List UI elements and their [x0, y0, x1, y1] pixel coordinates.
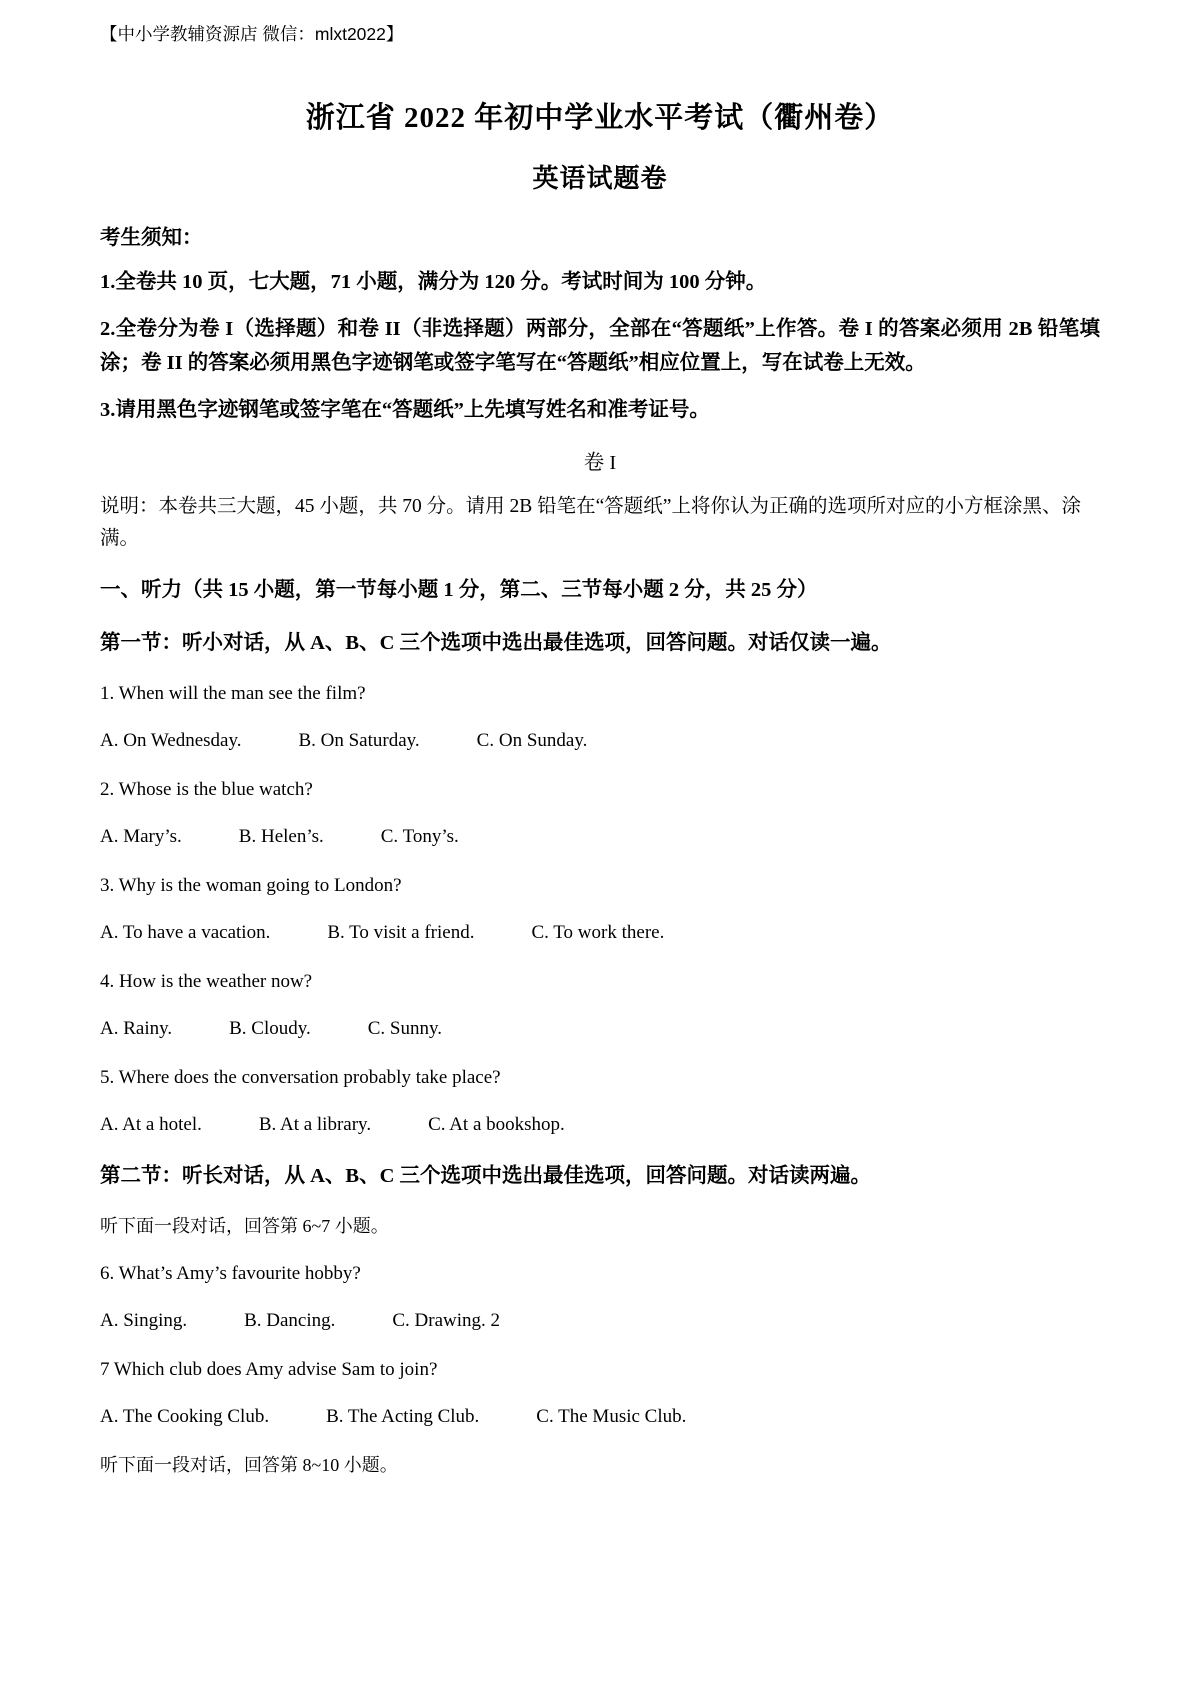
- question-3-options: A. To have a vacation. B. To visit a friend. C. To work there.: [100, 922, 665, 944]
- question-4-options: A. Rainy. B. Cloudy. C. Sunny.: [100, 1018, 443, 1040]
- page-title: 浙江省 2022 年初中学业水平考试（衢州卷）: [305, 101, 895, 134]
- section-label-juan-1: 卷 I: [583, 452, 617, 474]
- notice-item-3: 3.请用黑色字迹钢笔或签字笔在“答题纸”上先填写姓名和准考证号。: [100, 398, 710, 421]
- notice-item-1: 1.全卷共 10 页，七大题，71 小题，满分为 120 分。考试时间为 100 分钟。: [100, 271, 767, 294]
- question-2: 2. Whose is the blue watch?: [100, 778, 313, 800]
- question-3: 3. Why is the woman going to London?: [100, 874, 402, 896]
- question-6: 6. What’s Amy’s favourite hobby?: [100, 1262, 361, 1284]
- part-two-heading: 第二节：听长对话，从 A、B、C 三个选项中选出最佳选项，回答问题。对话读两遍。: [100, 1164, 872, 1187]
- question-5-options: A. At a hotel. B. At a library. C. At a bookshop.: [100, 1114, 565, 1136]
- question-1: 1. When will the man see the film?: [100, 682, 366, 704]
- notice-item-2: 2.全卷分为卷 I（选择题）和卷 II（非选择题）两部分，全部在“答题纸”上作答。卷 I 的答案必须用 2B 铅笔填涂；卷 II 的答案必须用黑色字迹钢笔或签字笔写在“答题纸”相应位置上，写在试卷上无效。: [100, 317, 1100, 375]
- watermark-text: 【中小学教辅资源店 微信：mlxt2022】: [100, 24, 404, 44]
- question-6-options: A. Singing. B. Dancing. C. Drawing. 2: [100, 1310, 501, 1332]
- question-5: 5. Where does the conversation probably take place?: [100, 1066, 501, 1088]
- question-4: 4. How is the weather now?: [100, 970, 313, 992]
- notice-heading: 考生须知：: [100, 226, 203, 249]
- question-7-options: A. The Cooking Club. B. The Acting Club. C. The Music Club.: [100, 1406, 687, 1428]
- part-two-note-6-7: 听下面一段对话，回答第 6~7 小题。: [100, 1215, 389, 1236]
- part-two-note-8-10: 听下面一段对话，回答第 8~10 小题。: [100, 1454, 398, 1475]
- question-7: 7 Which club does Amy advise Sam to join?: [100, 1358, 438, 1380]
- question-1-options: A. On Wednesday. B. On Saturday. C. On Sunday.: [100, 730, 588, 752]
- question-2-options: A. Mary’s. B. Helen’s. C. Tony’s.: [100, 826, 459, 848]
- listening-section-title: 一、听力（共 15 小题，第一节每小题 1 分，第二、三节每小题 2 分，共 25 分）: [100, 579, 818, 602]
- page-subtitle: 英语试题卷: [532, 163, 668, 193]
- part-one-heading: 第一节：听小对话，从 A、B、C 三个选项中选出最佳选项，回答问题。对话仅读一遍。: [100, 631, 892, 654]
- instruction-text: 说明：本卷共三大题，45 小题，共 70 分。请用 2B 铅笔在“答题纸”上将你认为正确的选项所对应的小方框涂黑、涂满。: [100, 496, 1081, 549]
